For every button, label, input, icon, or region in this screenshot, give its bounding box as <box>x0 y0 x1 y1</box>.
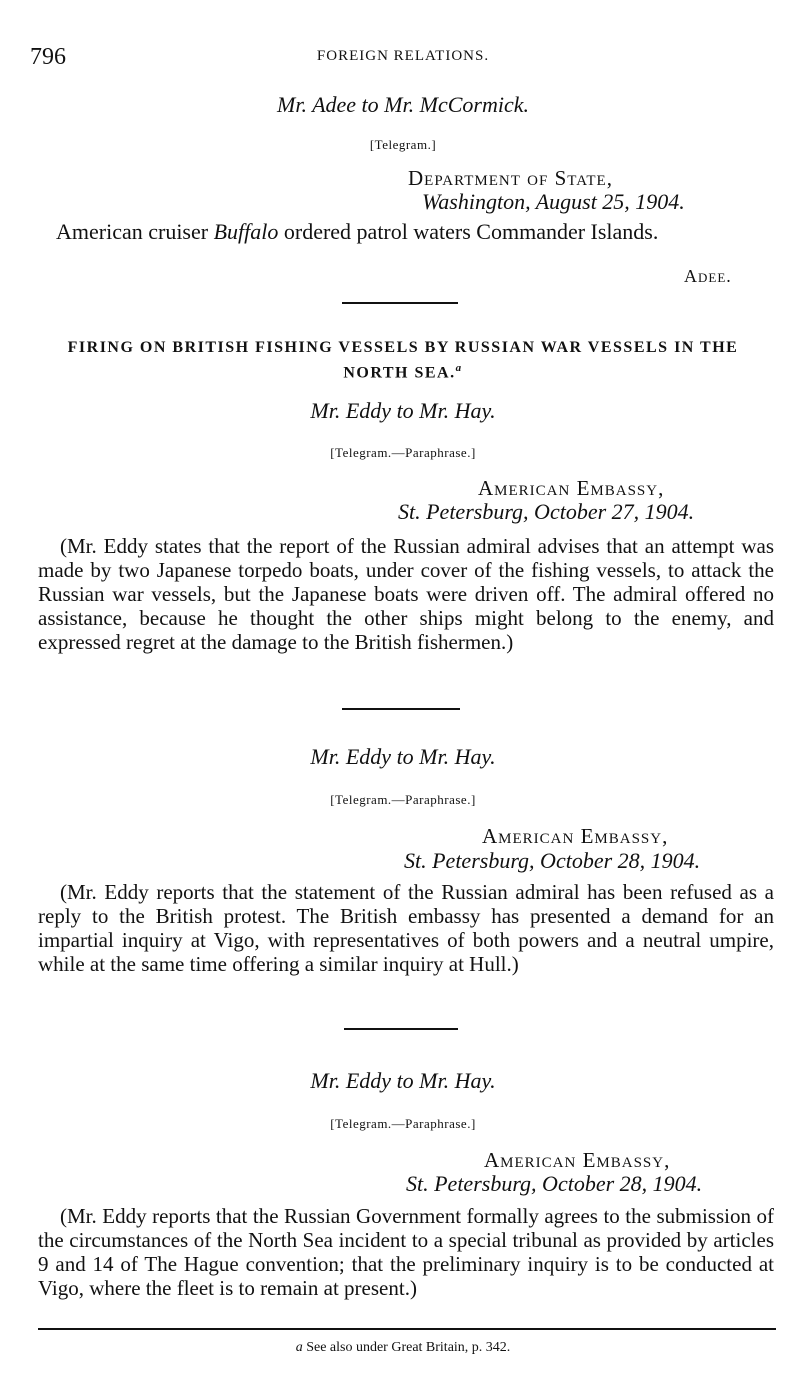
page-number: 796 <box>30 44 66 70</box>
doc4-heading: Mr. Eddy to Mr. Hay. <box>310 1068 496 1093</box>
doc1-heading: Mr. Adee to Mr. McCormick. <box>277 92 529 117</box>
running-head: FOREIGN RELATIONS. <box>316 48 490 64</box>
doc3-place-date: St. Petersburg, October 28, 1904. <box>404 848 701 873</box>
doc1-kind: [Telegram.] <box>369 137 437 152</box>
doc2-body: (Mr. Eddy states that the report of the Russian admiral advises that an attempt was made by two Japanese torpedo boats, under cover of the fishing vessels, to attack the Russian war vessels, but the Japanese boats were driven off. The admiral offered no assistance, because he thought the other ships might belong to the enemy, and expressed regret at the damage to the British fishermen.) <box>38 534 774 654</box>
divider <box>342 708 460 710</box>
doc1-body-before: American cruiser <box>56 219 214 244</box>
doc2-heading: Mr. Eddy to Mr. Hay. <box>310 398 496 423</box>
section-title-text: FIRING ON BRITISH FISHING VESSELS BY RUSSIAN WAR VESSELS IN THE NORTH SEA. <box>67 339 739 382</box>
doc1-signature: Adee. <box>684 266 732 286</box>
divider <box>344 1028 458 1030</box>
doc4-sender: American Embassy, <box>484 1148 671 1172</box>
doc1-place-date: Washington, August 25, 1904. <box>422 189 685 214</box>
footnote-marker: a <box>455 362 463 374</box>
section-title <box>40 337 766 383</box>
footnote-mark: a <box>295 1340 303 1355</box>
doc2-kind: [Telegram.—Paraphrase.] <box>330 445 476 460</box>
divider <box>342 302 458 304</box>
footnote-text: See also under Great Britain, p. 342. <box>302 1340 511 1355</box>
doc4-kind: [Telegram.—Paraphrase.] <box>330 1116 476 1131</box>
doc3-body: (Mr. Eddy reports that the statement of the Russian admiral has been refused as a reply to the British protest. The British embassy has presented a demand for an impartial inquiry at Vigo, with representatives of both powers and a neutral umpire, while at the same time offering a similar inquiry at Hull.) <box>38 880 774 976</box>
doc4-body: (Mr. Eddy reports that the Russian Government formally agrees to the submission of the circumstances of the North Sea incident to a special tribunal as provided by articles 9 and 14 of The Hague convention; that the preliminary inquiry is to be conducted at Vigo, where the fleet is to remain at present.) <box>38 1204 774 1300</box>
doc4-place-date: St. Petersburg, October 28, 1904. <box>406 1171 703 1196</box>
doc1-sender: Department of State, <box>408 166 613 190</box>
doc3-sender: American Embassy, <box>482 824 669 848</box>
doc3-heading: Mr. Eddy to Mr. Hay. <box>310 744 496 769</box>
footnote <box>0 1340 806 1356</box>
doc2-sender: American Embassy, <box>478 476 665 500</box>
footnote-rule <box>38 1328 776 1330</box>
doc1-body <box>38 220 774 244</box>
doc1-ship-name: Buffalo <box>213 219 279 244</box>
doc1-body-after: ordered patrol waters Commander Islands. <box>278 219 659 244</box>
doc3-kind: [Telegram.—Paraphrase.] <box>330 792 476 807</box>
doc2-place-date: St. Petersburg, October 27, 1904. <box>398 499 695 524</box>
